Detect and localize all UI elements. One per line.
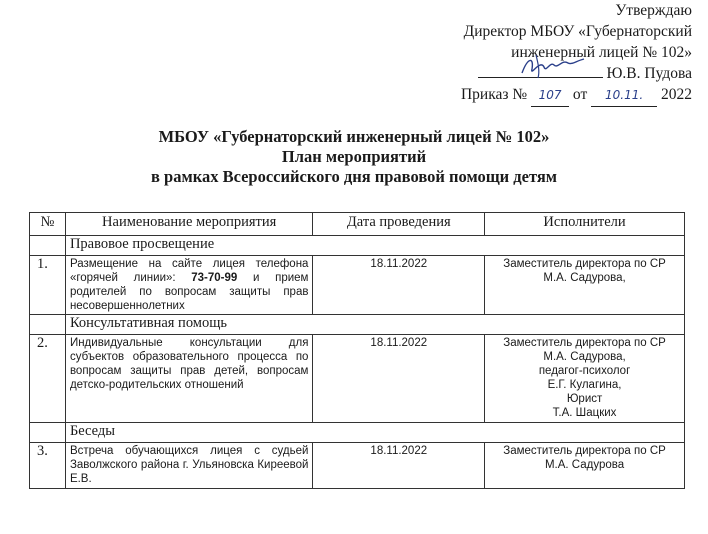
row-number: 2. — [30, 335, 66, 423]
header-name: Наименование мероприятия — [65, 213, 313, 236]
executor-line: Юрист — [566, 393, 603, 405]
approval-school: инженерный лицей № 102» — [511, 44, 692, 61]
signature-row — [392, 63, 692, 84]
executor-line: Е.Г. Кулагина, — [547, 379, 622, 391]
executor-line: Заместитель директора по СР — [503, 258, 666, 270]
executor-line: М.А. Садурова — [544, 459, 625, 471]
section-row — [30, 315, 685, 335]
section-spacer — [30, 236, 66, 256]
row-number: 3. — [30, 443, 66, 489]
section-title: Беседы — [65, 423, 684, 443]
table-header-row — [30, 213, 685, 236]
hotline-phone: 73-70-99 — [191, 272, 238, 284]
signature-icon — [518, 53, 588, 79]
row-description: Встреча обучающихся лицея с судьей Заволжского района г. Ульяновска Киреевой Е.В. — [65, 443, 313, 489]
header-num: № — [30, 213, 66, 236]
section-spacer — [30, 423, 66, 443]
section-row — [30, 423, 685, 443]
row-executors — [485, 335, 685, 423]
header-exec: Исполнители — [485, 213, 685, 236]
row-number: 1. — [30, 256, 66, 315]
row-description — [65, 256, 313, 315]
title-subject: в рамках Всероссийского дня правовой помощи детям — [151, 167, 557, 186]
approval-block — [392, 0, 692, 107]
desc-text: Размещение на сайте лицея телефона «горячей линии»: — [69, 258, 309, 284]
row-executors — [485, 443, 685, 489]
events-table — [29, 212, 685, 489]
executor-line: Заместитель директора по СР — [503, 445, 666, 457]
row-executors — [485, 256, 685, 315]
table-row — [30, 256, 685, 315]
executor-line: М.А. Садурова, — [543, 351, 626, 363]
table-row — [30, 335, 685, 423]
signature-line — [478, 63, 603, 78]
director-name: Ю.В. Пудова — [606, 65, 692, 82]
order-from-label: от — [572, 86, 588, 103]
header-date: Дата проведения — [313, 213, 485, 236]
title-plan: План мероприятий — [281, 147, 427, 166]
approval-title: Утверждаю — [615, 2, 692, 19]
executor-line: М.А. Садурова, — [543, 272, 626, 284]
row-description: Индивидуальные консультации для субъектов образовательного процесса по вопросам защиты прав детей, вопросам детско-родительских отношений — [65, 335, 313, 423]
title-school: МБОУ «Губернаторский инженерный лицей № 102» — [158, 127, 550, 146]
section-row — [30, 236, 685, 256]
document-titles — [0, 127, 708, 187]
section-title: Правовое просвещение — [65, 236, 684, 256]
section-title: Консультативная помощь — [65, 315, 684, 335]
section-spacer — [30, 315, 66, 335]
order-row — [392, 84, 692, 107]
row-date: 18.11.2022 — [313, 335, 485, 423]
desc-text-end: и прием родителей по вопросам защиты прав несовершеннолетних — [69, 272, 309, 312]
table-row — [30, 443, 685, 489]
order-number: 107 — [531, 85, 569, 107]
order-label: Приказ № — [460, 86, 528, 103]
row-date: 18.11.2022 — [313, 256, 485, 315]
executor-line: Т.А. Шацких — [552, 407, 617, 419]
row-date: 18.11.2022 — [313, 443, 485, 489]
executor-line: педагог-психолог — [538, 365, 631, 377]
approval-position: Директор МБОУ «Губернаторский — [463, 23, 692, 40]
executor-line: Заместитель директора по СР — [503, 337, 666, 349]
order-year: 2022 — [661, 86, 692, 103]
order-date: 10.11. — [591, 85, 657, 107]
